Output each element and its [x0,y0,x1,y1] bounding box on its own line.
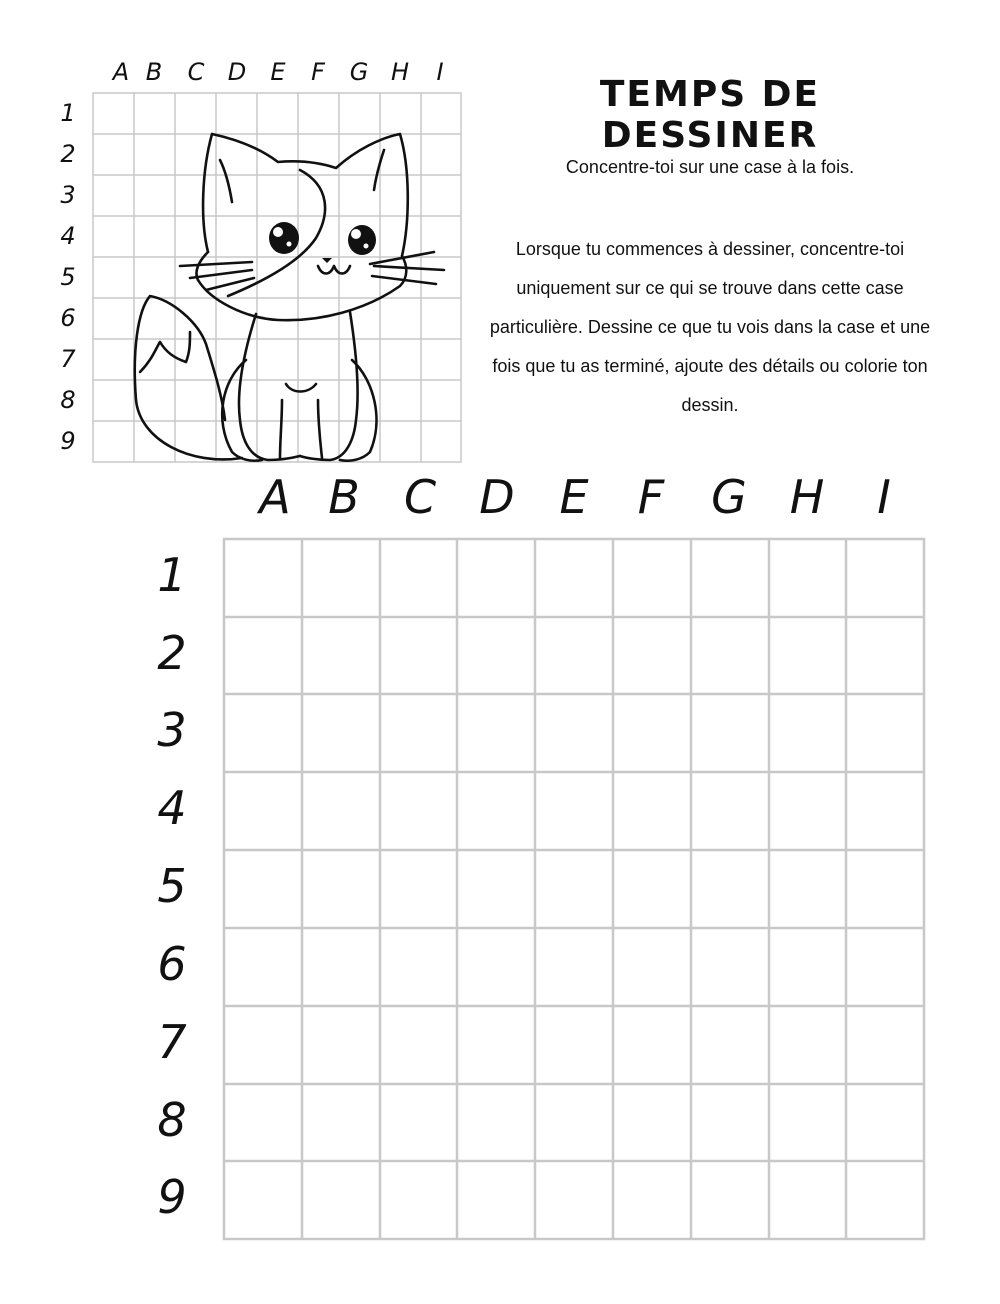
instruction-intro: Concentre-toi sur une case à la fois. [565,157,855,177]
small-row-label: 9 [60,427,76,455]
large-col-label: G [711,470,747,524]
large-col-label: C [403,470,437,524]
large-row-label: 4 [157,781,187,835]
small-col-label: F [311,58,325,86]
large-row-label: 9 [157,1170,187,1224]
large-row-label: 7 [157,1015,187,1069]
small-row-label: 5 [60,263,76,291]
small-row-label: 1 [60,99,76,127]
drawing-grid-lines [224,539,924,1239]
small-col-label: C [187,58,205,86]
large-col-label: D [479,470,515,524]
small-row-label: 2 [60,140,76,168]
small-col-label: G [349,58,369,86]
large-col-label: I [877,470,891,524]
small-col-label: A [112,58,130,86]
large-row-label: 8 [157,1093,187,1147]
large-row-label: 1 [157,548,187,602]
small-col-label: B [145,58,163,86]
small-row-label: 7 [60,345,76,373]
small-col-label: E [270,58,286,86]
instruction-body: Lorsque tu commences à dessiner, concentre-toi uniquement sur ce qui se trouve dans cette case particulière. Dessine ce que tu vois dans la case et une fois que tu as terminé, ajoute des détails ou colorie ton dessin. [489,239,931,415]
small-row-label: 8 [60,386,76,414]
large-col-label: F [637,470,665,524]
large-row-label: 6 [157,937,187,991]
large-row-label: 5 [157,859,187,913]
large-col-label: E [559,470,589,524]
large-row-label: 2 [157,626,187,680]
small-row-label: 4 [60,222,76,250]
small-col-label: H [390,58,410,86]
page-title: TEMPS DE DESSINER [599,74,821,156]
large-col-label: A [259,470,291,524]
large-row-label: 3 [157,703,187,757]
small-col-label: I [436,58,444,86]
large-col-label: B [328,470,360,524]
small-col-label: D [227,58,247,86]
large-col-label: H [789,470,825,524]
small-row-label: 3 [60,181,76,209]
small-row-label: 6 [60,304,76,332]
